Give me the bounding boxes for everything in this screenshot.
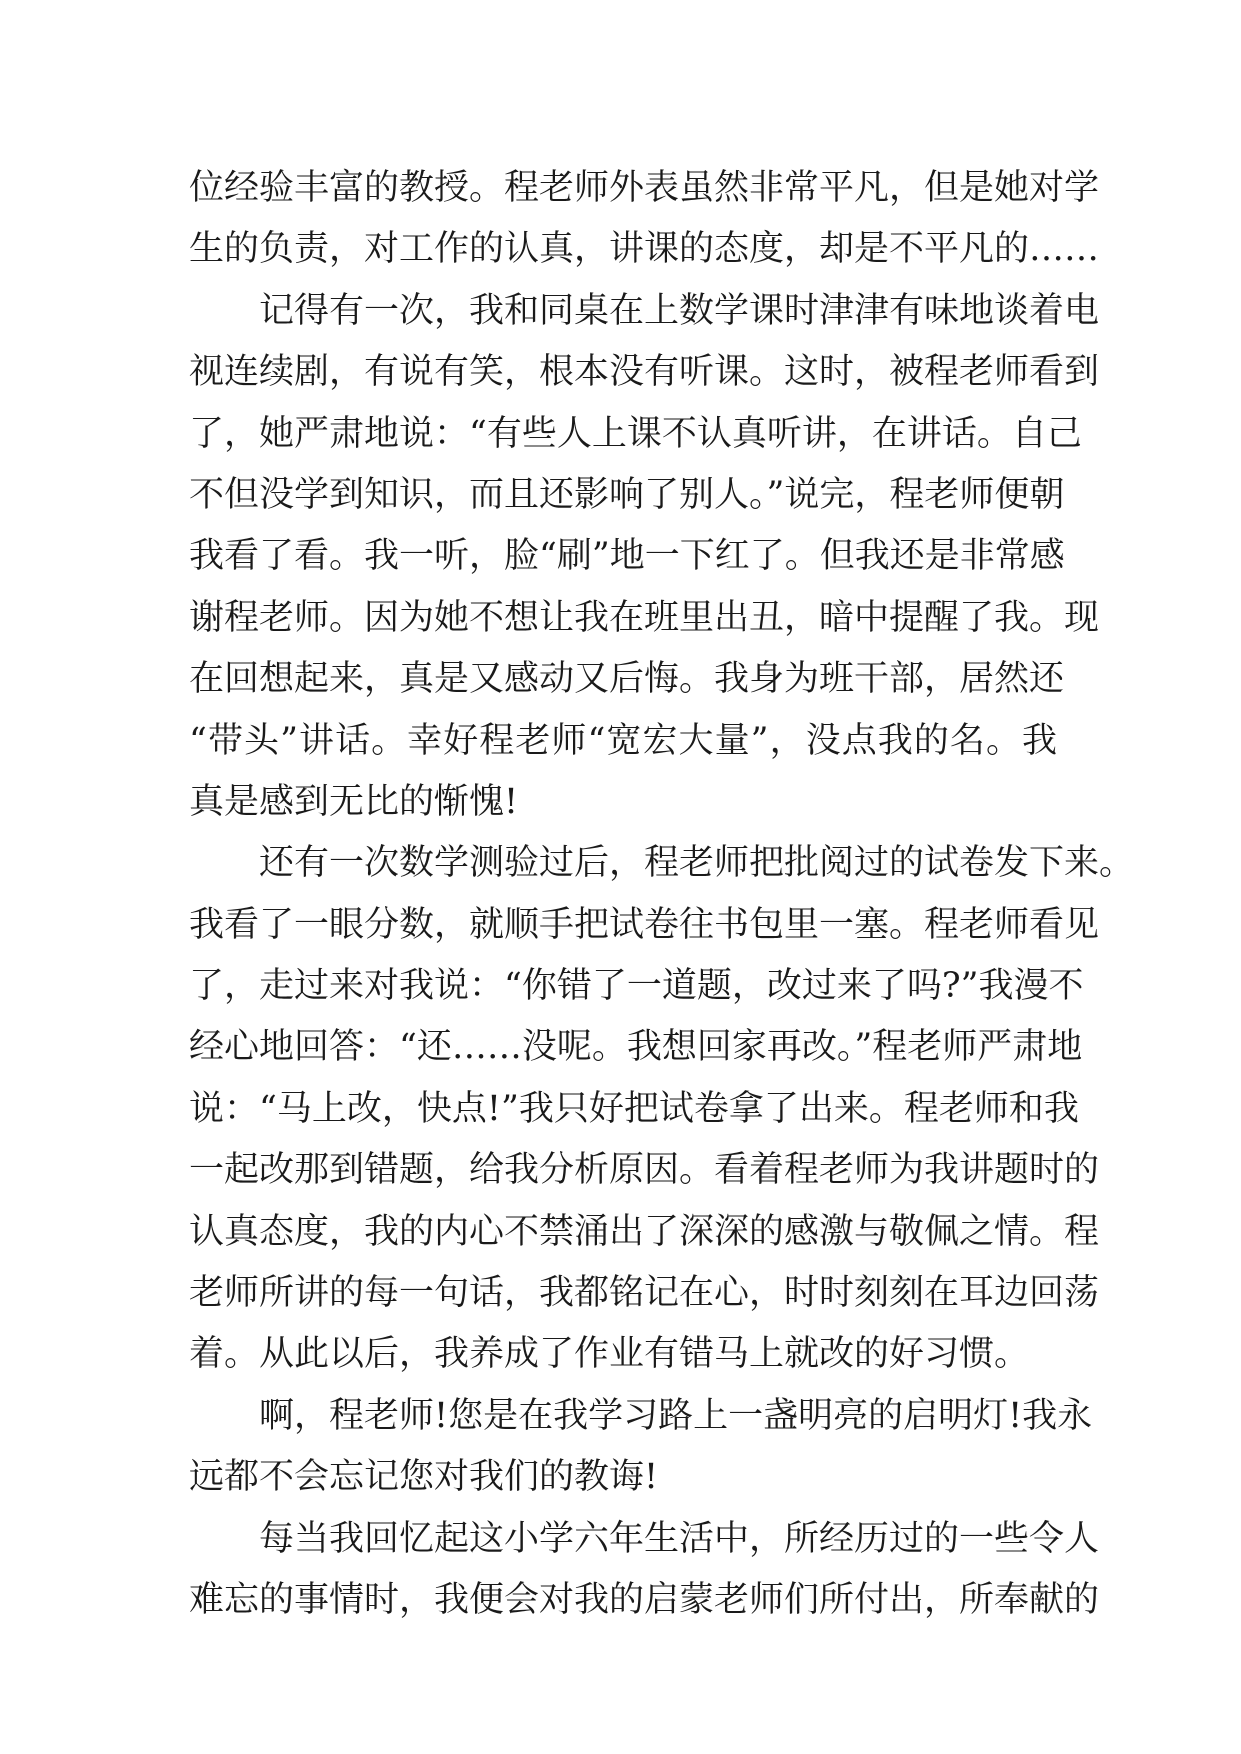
text-line: 我看了看。我一听，脸“刷”地一下红了。但我还是非常感 xyxy=(189,536,1065,577)
text-line: 经心地回答：“还……没呢。我想回家再改。”程老师严肃地 xyxy=(189,1027,1083,1068)
text-line: 视连续剧，有说有笑，根本没有听课。这时，被程老师看到 xyxy=(189,352,1100,393)
text-line: 着。从此以后，我养成了作业有错马上就改的好习惯。 xyxy=(189,1334,1030,1375)
text-line: 生的负责，对工作的认真，讲课的态度，却是不平凡的…… xyxy=(189,229,1100,270)
text-line: 一起改那到错题，给我分析原因。看着程老师为我讲题时的 xyxy=(189,1150,1100,1191)
text-line: 难忘的事情时，我便会对我的启蒙老师们所付出，所奉献的 xyxy=(189,1579,1100,1620)
text-line: 在回想起来，真是又感动又后悔。我身为班干部，居然还 xyxy=(189,659,1065,700)
paragraph-first-line: 还有一次数学测验过后，程老师把批阅过的试卷发下来。 xyxy=(259,843,1135,884)
text-line: 了，走过来对我说：“你错了一道题，改过来了吗?”我漫不 xyxy=(189,966,1084,1007)
text-line: 认真态度，我的内心不禁涌出了深深的感激与敬佩之情。程 xyxy=(189,1211,1100,1252)
text-line: 了，她严肃地说：“有些人上课不认真听讲，在讲话。自己 xyxy=(189,413,1082,454)
paragraph-first-line: 每当我回忆起这小学六年生活中，所经历过的一些令人 xyxy=(259,1518,1100,1559)
text-line: 真是感到无比的惭愧! xyxy=(189,781,519,822)
text-line: 我看了一眼分数，就顺手把试卷往书包里一塞。程老师看见 xyxy=(189,904,1100,945)
essay-body xyxy=(189,158,1135,1631)
text-line: 不但没学到知识，而且还影响了别人。”说完，程老师便朝 xyxy=(189,474,1065,515)
text-line: 说：“马上改，快点!”我只好把试卷拿了出来。程老师和我 xyxy=(189,1088,1079,1129)
text-line: 远都不会忘记您对我们的教诲! xyxy=(189,1457,659,1498)
text-line: 老师所讲的每一句话，我都铭记在心，时时刻刻在耳边回荡 xyxy=(189,1273,1100,1314)
text-line: 谢程老师。因为她不想让我在班里出丑，暗中提醒了我。现 xyxy=(189,597,1100,638)
text-line: “带头”讲话。幸好程老师“宽宏大量”，没点我的名。我 xyxy=(189,720,1057,761)
paragraph-first-line: 啊，程老师!您是在我学习路上一盏明亮的启明灯!我永 xyxy=(259,1395,1093,1436)
paragraph-first-line: 记得有一次，我和同桌在上数学课时津津有味地谈着电 xyxy=(259,290,1100,331)
text-line: 位经验丰富的教授。程老师外表虽然非常平凡，但是她对学 xyxy=(189,168,1100,208)
